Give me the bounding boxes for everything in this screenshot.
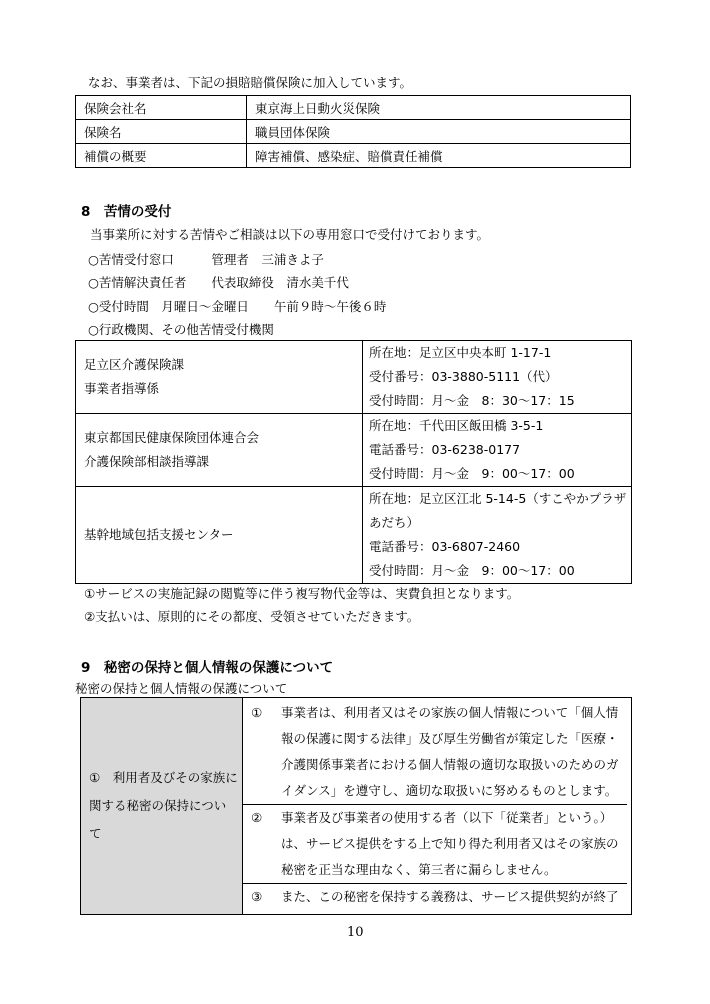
- agencies-heading: ○行政機関、その他苦情受付機関: [88, 322, 274, 337]
- insurance-table: [75, 95, 631, 168]
- table-row: [76, 487, 632, 584]
- table-row: [81, 698, 632, 915]
- insurance-label: 保険会社名: [76, 96, 247, 120]
- complaint-resolver-line: ○苦情解決責任者 代表取締役 清水美千代: [88, 275, 349, 290]
- table-row: [76, 414, 632, 487]
- item-number: ③: [251, 889, 263, 904]
- insurance-label: 補償の概要: [76, 144, 247, 168]
- reception-hours-line: ○受付時間 月曜日～金曜日 午前９時～午後６時: [88, 299, 387, 314]
- complaint-window-line: ○苦情受付窓口 管理者 三浦きよ子: [88, 252, 324, 267]
- note-copy-fee: ①サービスの実施記録の閲覧等に伴う複写物代金等は、実費負担となります。: [84, 586, 520, 601]
- table-row: [76, 341, 632, 414]
- agency-name: 基幹地域包括支援センター: [76, 487, 363, 584]
- insurance-value: 障害補償、感染症、賠償責任補償: [247, 144, 631, 168]
- agency-details: 所在地：足立区江北 5-14-5（すこやかプラザ あだち） 電話番号：03-6807-2460 受付時間：月～金 9：00～17：00: [363, 487, 632, 584]
- section-9-title: 9 秘密の保持と個人情報の保護について: [81, 660, 334, 676]
- table-row: [76, 144, 631, 168]
- section-8-lead: 当事業所に対する苦情やご相談は以下の専用窓口で受付けております。: [90, 227, 490, 242]
- agency-name: 東京都国民健康保険団体連合会 介護保険部相談指導課: [76, 414, 363, 487]
- agencies-table: [75, 340, 632, 584]
- agency-details: 所在地：千代田区飯田橋 3-5-1 電話番号：03-6238-0177 受付時間：月～金 9：00～17：00: [363, 414, 632, 487]
- agency-details: 所在地：足立区中央本町 1-17-1 受付番号：03-3880-5111（代） 受付時間：月～金 8：30～17：15: [363, 341, 632, 414]
- insurance-value: 東京海上日動火災保険: [247, 96, 631, 120]
- confidentiality-heading: ① 利用者及びその家族に関する秘密の保持について: [81, 698, 243, 915]
- insurance-intro: なお、事業者は、下記の損賠賠償保険に加入しています。: [88, 75, 413, 90]
- item-number: ②: [251, 810, 263, 825]
- list-item: [251, 700, 627, 804]
- insurance-value: 職員団体保険: [247, 120, 631, 144]
- table-row: [76, 96, 631, 120]
- item-number: ①: [251, 705, 263, 720]
- item-text: また、この秘密を保持する義務は、サービス提供契約が終了: [281, 889, 619, 904]
- item-text: 事業者及び事業者の使用する者（以下「従業者」という。）は、サービス提供をする上で知り得た利用者又はその家族の秘密を正当な理由なく、第三者に漏らしません。: [281, 810, 619, 877]
- note-payment: ②支払いは、原則的にその都度、受領させていただきます。: [84, 609, 420, 624]
- item-text: 事業者は、利用者又はその家族の個人情報について「個人情報の保護に関する法律」及び厚生労働省が策定した「医療・介護関係事業者における個人情報の適切な取扱いのためのガイダンス」を遵守し、適切な取扱いに努めるものとします。: [281, 705, 619, 798]
- confidentiality-table: [80, 697, 632, 915]
- insurance-label: 保険名: [76, 120, 247, 144]
- agency-name: 足立区介護保険課 事業者指導係: [76, 341, 363, 414]
- page-number: 10: [347, 925, 364, 940]
- list-item: [243, 804, 627, 883]
- table-row: [76, 120, 631, 144]
- section-9-subtitle: 秘密の保持と個人情報の保護について: [75, 681, 288, 696]
- section-8-title: 8 苦情の受付: [81, 204, 172, 220]
- list-item: [243, 883, 627, 910]
- confidentiality-items: [243, 698, 632, 915]
